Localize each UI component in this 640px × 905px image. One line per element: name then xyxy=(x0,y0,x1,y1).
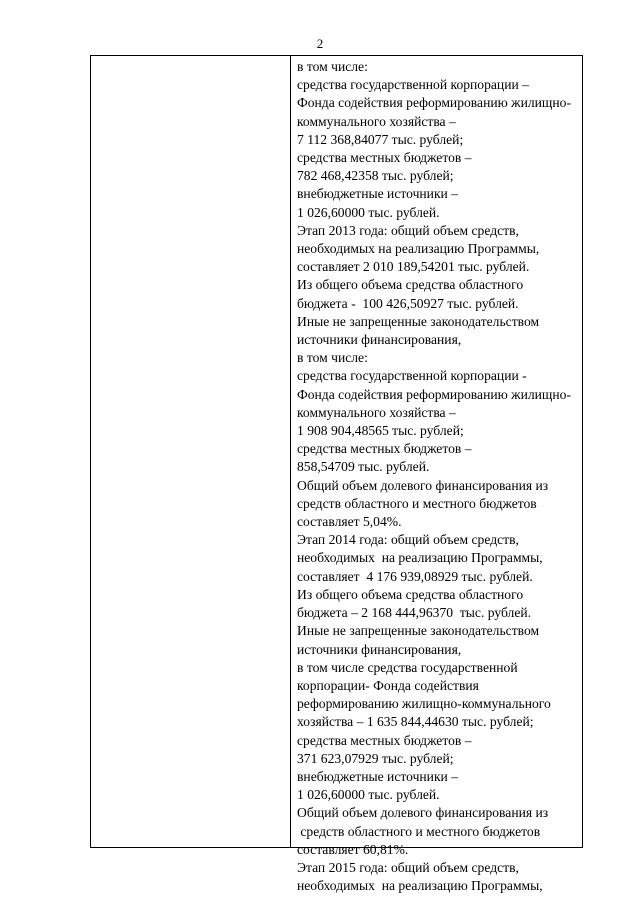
text-line: средств областного и местного бюджетов xyxy=(297,823,541,839)
text-line: бюджета - 100 426,50927 тыс. рублей. xyxy=(297,295,519,311)
text-line: 858,54709 тыс. рублей. xyxy=(297,459,430,475)
text-line: Из общего объема средства областного xyxy=(297,277,524,293)
text-line: коммунального хозяйства – xyxy=(297,404,456,420)
text-line: реформированию жилищно-коммунального xyxy=(297,696,551,712)
text-line: составляет 4 176 939,08929 тыс. рублей. xyxy=(297,568,533,584)
text-line: в том числе: xyxy=(297,59,368,74)
text-line: составляет 5,04%. xyxy=(297,514,402,530)
text-line: Иные не запрещенные законодательством xyxy=(297,313,540,329)
text-line: составляет 2 010 189,54201 тыс. рублей. xyxy=(297,259,530,275)
text-line: внебюджетные источники – xyxy=(297,768,459,784)
text-line: Общий объем долевого финансирования из xyxy=(297,477,549,493)
text-line: составляет 60,81%. xyxy=(297,841,409,857)
text-line: 1 908 904,48565 тыс. рублей; xyxy=(297,423,464,439)
text-line: средства местных бюджетов – xyxy=(297,732,472,748)
text-line: Из общего объема средства областного xyxy=(297,586,524,602)
text-line: бюджета – 2 168 444,96370 тыс. рублей. xyxy=(297,605,532,621)
text-line: в том числе: xyxy=(297,350,368,366)
text-line: Фонда содействия реформированию жилищно- xyxy=(297,386,571,402)
text-line: 782 468,42358 тыс. рублей; xyxy=(297,168,454,184)
text-line: средств областного и местного бюджетов xyxy=(297,495,537,511)
table-cell-right xyxy=(291,56,582,894)
text-line: необходимых на реализацию Программы, xyxy=(297,878,543,894)
text-line: 371 623,07929 тыс. рублей; xyxy=(297,750,454,766)
text-line: средства местных бюджетов – xyxy=(297,150,472,166)
text-line: необходимых на реализацию Программы, xyxy=(297,241,540,257)
text-line: хозяйства – 1 635 844,44630 тыс. рублей; xyxy=(297,714,534,730)
document-table xyxy=(90,55,583,894)
text-line: 7 112 368,84077 тыс. рублей; xyxy=(297,131,464,147)
text-line: средства государственной корпорации – xyxy=(297,77,529,93)
page-number: 2 xyxy=(316,36,324,51)
text-line: необходимых на реализацию Программы, xyxy=(297,550,543,566)
text-line: Этап 2014 года: общий объем средств, xyxy=(297,532,519,548)
text-line: в том числе средства государственной xyxy=(297,659,518,675)
text-line: Иные не запрещенные законодательством xyxy=(297,623,540,639)
text-line: средства государственной корпорации - xyxy=(297,368,527,384)
text-line: Этап 2015 года: общий объем средств, xyxy=(297,859,519,875)
text-line: Фонда содействия реформированию жилищно- xyxy=(297,95,571,111)
table-cell-left xyxy=(91,56,291,847)
text-line: Общий объем долевого финансирования из xyxy=(297,805,549,821)
text-line: внебюджетные источники – xyxy=(297,186,459,202)
text-line: 1 026,60000 тыс. рублей. xyxy=(297,787,440,803)
text-line: источники финансирования, xyxy=(297,641,462,657)
text-line: источники финансирования, xyxy=(297,332,462,348)
text-line: корпорации- Фонда содействия xyxy=(297,677,479,693)
text-line: средства местных бюджетов – xyxy=(297,441,472,457)
text-line: 1 026,60000 тыс. рублей. xyxy=(297,204,440,220)
text-line: коммунального хозяйства – xyxy=(297,113,456,129)
text-line: Этап 2013 года: общий объем средств, xyxy=(297,222,519,238)
